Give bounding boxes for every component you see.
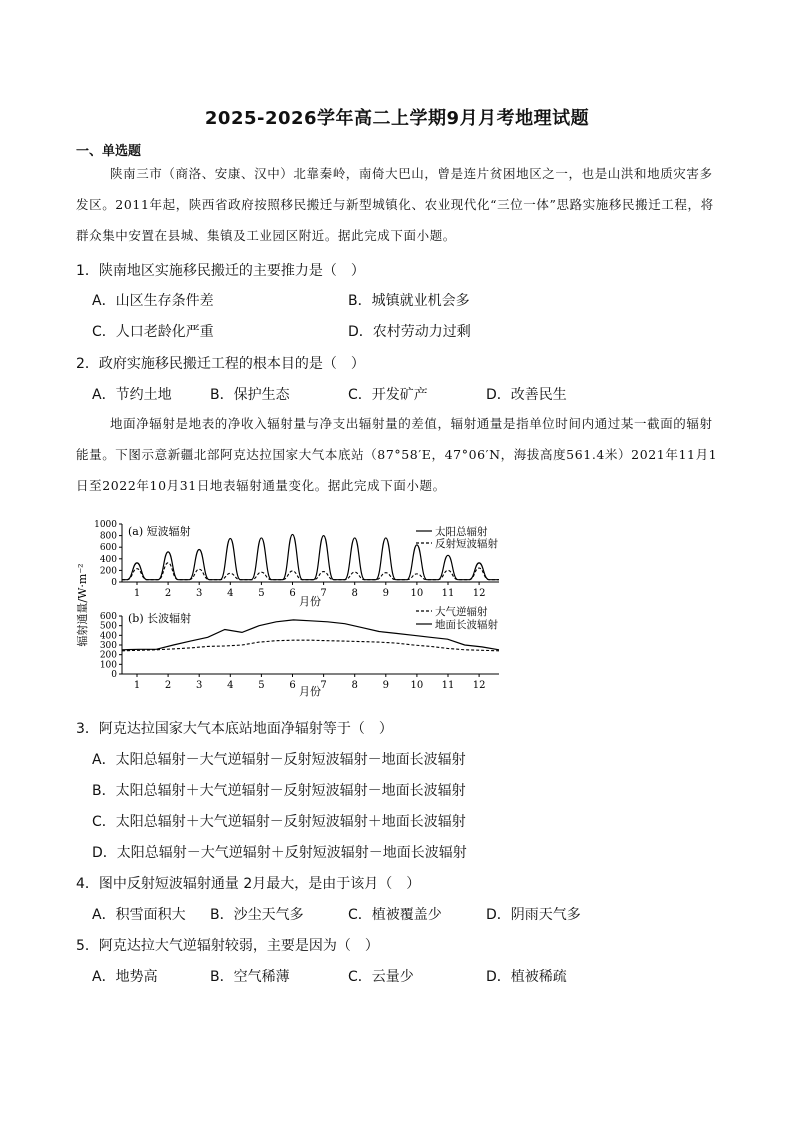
x-tick-label: 12 <box>472 680 486 691</box>
question-4-option-a[interactable]: A．积雪面积大 <box>92 907 186 923</box>
longwave-panel-title: (b) 长波辐射 <box>128 612 192 625</box>
question-3-option-c[interactable]: C．太阳总辐射＋大气逆辐射－反射短波辐射＋地面长波辐射 <box>92 814 466 830</box>
legend-ground-longwave: 地面长波辐射 <box>435 619 498 631</box>
section-heading: 一、单选题 <box>76 144 142 159</box>
question-3-option-b[interactable]: B．太阳总辐射＋大气逆辐射－反射短波辐射－地面长波辐射 <box>92 783 466 799</box>
x-tick-label: 9 <box>382 588 389 599</box>
legend-total-solar: 太阳总辐射 <box>435 526 488 538</box>
x-tick-label: 1 <box>133 680 141 691</box>
y-tick-label: 100 <box>99 660 117 671</box>
y-tick-label: 200 <box>99 650 117 661</box>
x-tick-label: 11 <box>441 680 455 691</box>
longwave-panel <box>100 605 499 698</box>
question-3-option-d[interactable]: D．太阳总辐射－大气逆辐射＋反射短波辐射－地面长波辐射 <box>92 845 467 861</box>
y-tick-label: 600 <box>99 543 117 554</box>
x-tick-label: 7 <box>320 680 327 691</box>
x-tick-label: 6 <box>289 588 296 599</box>
question-2-stem: 2．政府实施移民搬迁工程的根本目的是（ ） <box>76 356 365 372</box>
page-title: 2025-2026学年高二上学期9月月考地理试题 <box>204 108 590 129</box>
y-tick-label: 300 <box>99 641 117 651</box>
atmospheric-counter-radiation-line <box>122 640 499 651</box>
x-tick-label: 12 <box>472 588 486 599</box>
x-tick-label: 3 <box>196 680 203 691</box>
passage-1: 陕南三市（商洛、安康、汉中）北靠秦岭，南倚大巴山，曾是连片贫困地区之一，也是山洪和地质灾害多发区。2011年起，陕西省政府按照移民搬迁与新型城镇化、农业现代化“三位一体”思路实施移民搬迁工程，将群众集中安置在县城、集镇及工业园区附近。据此完成下面小题。 <box>76 166 714 243</box>
question-1-option-a[interactable]: A．山区生存条件差 <box>92 293 214 309</box>
shortwave-panel-title: (a) 短波辐射 <box>128 525 191 538</box>
x-tick-label: 9 <box>382 680 389 691</box>
x-tick-label: 2 <box>164 680 172 691</box>
passage-2: 地面净辐射是地表的净收入辐射量与净支出辐射量的差值，辐射通量是指单位时间内通过某一截面的辐射能量。下图示意新疆北部阿克达拉国家大气本底站（87°58′E，47°06′N，海拔高度561.4米）2021年11月1日至2022年10月31日地表辐射通量变化。据此完成下面小题。 <box>76 416 718 493</box>
x-tick-label: 4 <box>227 588 234 599</box>
x-tick-label: 10 <box>410 680 424 691</box>
question-1-stem: 1．陕南地区实施移民搬迁的主要推力是（ ） <box>76 263 365 279</box>
x-tick-label: 1 <box>133 588 141 599</box>
y-tick-label: 600 <box>99 612 117 622</box>
question-4-option-d[interactable]: D．阴雨天气多 <box>486 907 581 923</box>
y-tick-label: 500 <box>99 621 117 632</box>
shortwave-x-axis-label: 月份 <box>299 595 321 608</box>
question-5-stem: 5．阿克达拉大气逆辐射较弱，主要是因为（ ） <box>76 938 379 954</box>
question-5-option-a[interactable]: A．地势高 <box>92 969 158 985</box>
y-tick-label: 400 <box>99 554 117 565</box>
question-1-option-d[interactable]: D．农村劳动力过剩 <box>348 324 471 340</box>
x-tick-label: 2 <box>164 588 172 599</box>
question-2-option-b[interactable]: B．保护生态 <box>210 387 290 403</box>
x-tick-label: 3 <box>196 588 203 599</box>
question-5-option-d[interactable]: D．植被稀疏 <box>486 969 567 985</box>
question-2-option-a[interactable]: A．节约土地 <box>92 387 172 403</box>
x-tick-label: 5 <box>258 680 265 691</box>
question-4-stem: 4．图中反射短波辐射通量 2月最大，是由于该月（ ） <box>76 876 421 892</box>
x-tick-label: 10 <box>410 588 424 599</box>
y-tick-label: 800 <box>99 531 117 542</box>
x-tick-label: 5 <box>258 588 265 599</box>
x-tick-label: 6 <box>289 680 296 691</box>
y-tick-label: 200 <box>99 566 117 577</box>
question-3-stem: 3．阿克达拉国家大气本底站地面净辐射等于（ ） <box>76 721 393 737</box>
y-tick-label: 0 <box>111 578 117 588</box>
x-tick-label: 8 <box>351 588 358 599</box>
x-tick-label: 8 <box>351 680 358 691</box>
question-5-option-c[interactable]: C．云量少 <box>348 969 414 985</box>
shortwave-panel <box>94 520 499 608</box>
x-tick-label: 4 <box>227 680 234 691</box>
question-4-option-b[interactable]: B．沙尘天气多 <box>210 907 304 923</box>
question-3-option-a[interactable]: A．太阳总辐射－大气逆辐射－反射短波辐射－地面长波辐射 <box>92 752 466 768</box>
radiation-chart <box>76 510 516 700</box>
longwave-x-axis-label: 月份 <box>299 685 321 698</box>
question-4-option-c[interactable]: C．植被覆盖少 <box>348 907 442 923</box>
y-axis-label: 辐射通量/W·m⁻² <box>76 563 89 647</box>
question-1-option-b[interactable]: B．城镇就业机会多 <box>348 293 470 309</box>
y-tick-label: 0 <box>111 670 117 680</box>
question-2-option-d[interactable]: D．改善民生 <box>486 387 567 403</box>
question-1-option-c[interactable]: C．人口老龄化严重 <box>92 324 214 340</box>
x-tick-label: 11 <box>441 588 455 599</box>
question-2-option-c[interactable]: C．开发矿产 <box>348 387 428 403</box>
question-5-option-b[interactable]: B．空气稀薄 <box>210 969 290 985</box>
legend-atmospheric-counter: 大气逆辐射 <box>435 606 488 618</box>
x-tick-label: 7 <box>320 588 327 599</box>
y-tick-label: 400 <box>99 631 117 642</box>
y-tick-label: 1000 <box>94 520 117 530</box>
legend-reflected-shortwave: 反射短波辐射 <box>435 538 498 550</box>
